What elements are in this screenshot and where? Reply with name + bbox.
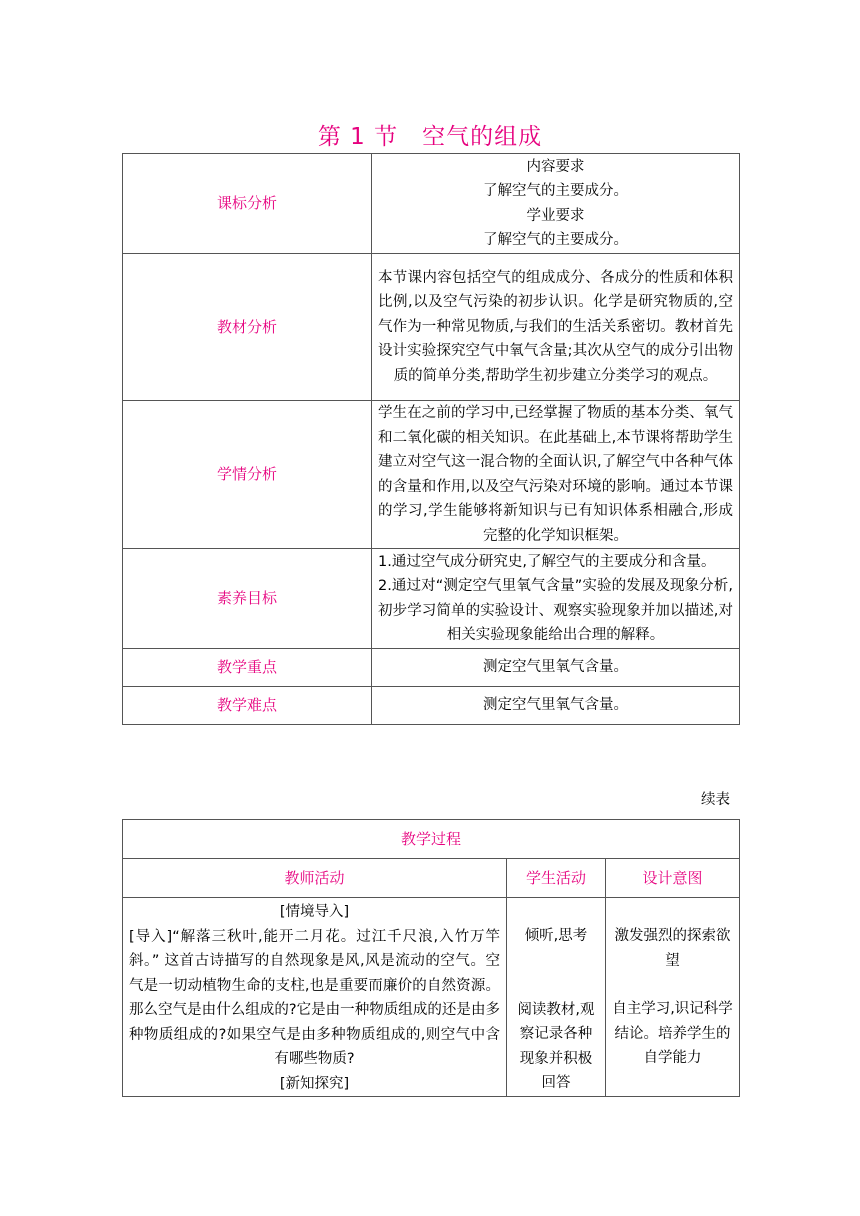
section-heading: [新知探究] — [279, 1075, 350, 1092]
table-header-row — [123, 859, 740, 898]
goal-item-1: 1.通过空气成分研究史,了解空气的主要成分和含量。 — [378, 553, 716, 570]
row-label: 学情分析 — [123, 401, 372, 549]
table-caption-row — [123, 820, 740, 859]
table-row — [123, 549, 740, 649]
table-caption: 教学过程 — [123, 820, 740, 859]
process-table — [122, 819, 740, 1097]
content-req-text: 了解空气的主要成分。 — [483, 183, 628, 199]
row-label: 教学重点 — [123, 649, 372, 687]
analysis-table — [122, 153, 740, 725]
row-label: 素养目标 — [123, 549, 372, 649]
design-intent-1: 激发强烈的探索欲望 — [614, 928, 731, 969]
page-title: 第 1 节 空气的组成 — [317, 124, 543, 150]
literacy-goals-cell — [372, 549, 740, 649]
student-activity-1: 倾听,思考 — [524, 928, 588, 944]
continued-label: 续表 — [701, 792, 730, 808]
table-row — [123, 649, 740, 687]
textbook-analysis-text: 本节课内容包括空气的组成成分、各成分的性质和体积比例,以及空气污染的初步认识。化学是研究物质的,空气作为一种常见物质,与我们的生活关系密切。教材首先设计实验探究空气中氧气含量;其次从空气的成分引出物质的简单分类,帮助学生初步建立分类学习的观点。 — [372, 254, 740, 401]
table-row — [123, 898, 740, 1097]
row-label: 课标分析 — [123, 154, 372, 254]
standard-analysis-cell — [372, 154, 740, 254]
table-row — [123, 401, 740, 549]
academic-req-heading: 学业要求 — [526, 207, 585, 224]
row-label: 教材分析 — [123, 254, 372, 401]
academic-req-text: 了解空气的主要成分。 — [483, 232, 628, 248]
design-intent-2: 自主学习,识记科学结论。培养学生的自学能力 — [612, 1001, 733, 1066]
table-row — [123, 687, 740, 725]
column-header-student: 学生活动 — [507, 859, 606, 898]
student-activity-2: 阅读教材,观察记录各种现象并积极回答 — [517, 1001, 595, 1091]
column-header-intent: 设计意图 — [606, 859, 740, 898]
goal-item-2: 2.通过对“测定空气里氧气含量”实验的发展及现象分析,初步学习简单的实验设计、观察实验现象并加以描述,对相关实验现象能给出合理的解释。 — [378, 578, 733, 643]
intro-text: [导入]“解落三秋叶,能开二月花。过江千尺浪,入竹万竿斜。” 这首古诗描写的自然现象是风,风是流动的空气。空气是一切动植物生命的支柱,也是重要而廉价的自然资源。那么空气是由什么组成的?它是由一种物质组成的还是由多种物质组成的?如果空气是由多种物质组成的,则空气中含有哪些物质? — [129, 928, 500, 1067]
difficult-point-text: 测定空气里氧气含量。 — [372, 687, 740, 725]
table-row — [123, 254, 740, 401]
student-activity-cell — [507, 898, 606, 1097]
design-intent-cell — [606, 898, 740, 1097]
section-heading: [情境导入] — [279, 904, 350, 920]
teacher-activity-cell — [123, 898, 507, 1097]
key-point-text: 测定空气里氧气含量。 — [372, 649, 740, 687]
column-header-teacher: 教师活动 — [123, 859, 507, 898]
row-label: 教学难点 — [123, 687, 372, 725]
learner-analysis-text: 学生在之前的学习中,已经掌握了物质的基本分类、氧气和二氧化碳的相关知识。在此基础上,本节课将帮助学生建立对空气这一混合物的全面认识,了解空气中各种气体的含量和作用,以及空气污染对环境的影响。通过本节课的学习,学生能够将新知识与已有知识体系相融合,形成完整的化学知识框架。 — [372, 401, 740, 549]
content-req-heading: 内容要求 — [526, 158, 585, 175]
table-row — [123, 154, 740, 254]
